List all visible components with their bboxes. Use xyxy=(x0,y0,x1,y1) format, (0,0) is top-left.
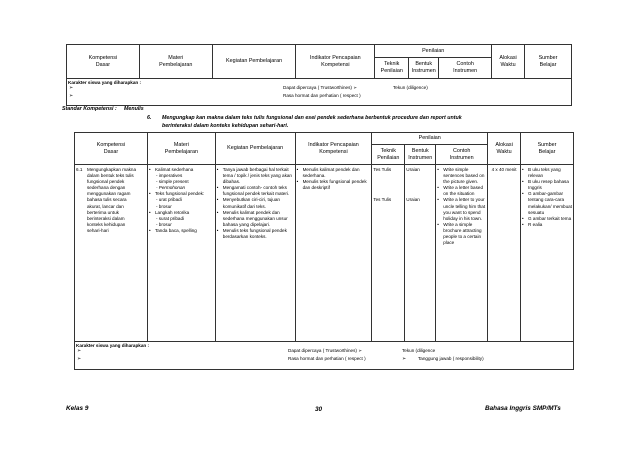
list-item: • B uku resep bahasa Inggris xyxy=(522,179,572,191)
header-alokasi: Alokasi Waktu xyxy=(488,133,521,165)
list-item: • Write a simple brochure attracting people to a certain place xyxy=(437,222,486,246)
header-kompetensi: Kompetensi Dasar xyxy=(75,133,148,165)
materi-cell xyxy=(147,165,215,342)
kd-number: 6.1 xyxy=(76,167,83,172)
page-number: 30 xyxy=(315,406,323,413)
header-teknik: Teknik Penilaian xyxy=(372,145,405,165)
header-penilaian: Penilaian xyxy=(375,45,492,58)
header-contoh: Contoh Instrumen xyxy=(439,58,492,79)
list-item: • G ambar-gambar tentang cara-cara melakukan/ membuat sesuatu xyxy=(522,191,572,215)
karakter-row xyxy=(75,342,574,370)
list-item: • Write a letter to your uncle telling him that you want to spend holiday in his town. xyxy=(437,197,486,221)
sumber-cell xyxy=(521,165,574,342)
footer-left: Kelas 9 xyxy=(66,405,89,412)
karakter-item: Dapat dipercaya ( Trustworthines) ➢ xyxy=(283,85,358,90)
list-item: • Teks fungsional pendek: xyxy=(149,191,214,197)
list-item: - simple present xyxy=(155,179,189,185)
teknik-value: Tes Tulis xyxy=(373,167,392,172)
alokasi-value: 4 x 40 menit xyxy=(491,167,517,172)
kd-text: Mengungkapkan makna dalam bentuk teks tulis fungsional pendek sederhana dengan menggunakan ragam bahasa tulis secara akurat, lancar dan berterima untuk berinteraksi dalam konteks kehidupan sehari-hari xyxy=(87,167,137,233)
karakter-label: Karakter siswa yang diharapkan : xyxy=(76,343,150,348)
header-alokasi: Alokasi Waktu xyxy=(492,45,525,79)
header-bentuk: Bentuk Instrumen xyxy=(405,145,436,165)
teknik-value: Tes Tulis xyxy=(373,197,392,203)
header-bentuk: Bentuk Instrumen xyxy=(409,58,439,79)
list-item: • Write simple sentences based on the picture given. xyxy=(437,167,486,185)
kegiatan-cell xyxy=(215,165,295,342)
karakter-item: Dapat dipercaya ( Trustworthines) ➢ xyxy=(288,348,363,353)
list-item: • Kalimat sederhana xyxy=(149,167,214,173)
standar-label: Standar Kompetensi : xyxy=(62,106,117,112)
contoh-cell xyxy=(436,165,488,342)
list-item: - Permohonan xyxy=(155,185,186,191)
list-item: • Tanya jawab berbagai hal terkait tema / topik / jenis teks yang akan dibahas. xyxy=(217,167,294,185)
arrow-icon: ➢ xyxy=(77,348,82,354)
bentuk-cell xyxy=(405,165,436,342)
alokasi-cell xyxy=(488,165,521,342)
list-item: - brosur xyxy=(155,221,172,227)
header-kompetensi: Kompetensi Dasar xyxy=(67,45,140,79)
footer-right: Bahasa Inggris SMP/MTs xyxy=(485,405,561,412)
list-item: - imperatives xyxy=(155,173,183,179)
standar-heading: Menulis xyxy=(124,106,144,112)
list-item: • Menulis teks fungsional pendek dan deskriptif xyxy=(297,179,371,191)
arrow-icon: ➢ xyxy=(77,356,82,362)
header-teknik: Teknik Penilaian xyxy=(375,58,409,79)
karakter-row xyxy=(67,79,572,106)
list-item: • Mengamati contoh- contoh teks fungsional pendek terkait materi. xyxy=(217,185,294,197)
header-materi: Materi Pembelajaran xyxy=(147,133,215,165)
list-item: • Menulis kalimat pendek dan sederhana menggunakan unsur bahasa yang dipelajari. xyxy=(217,210,294,228)
header-indikator: Indikator Pencapaian Kompetensi xyxy=(296,45,375,79)
arrow-icon: ➢ xyxy=(402,356,407,362)
karakter-label: Karakter siswa yang diharapkan : xyxy=(68,80,142,85)
standar-text-2: berinteraksi dalam konteks kehidupan sehari-hari. xyxy=(162,123,289,129)
header-contoh: Contoh Instrumen xyxy=(436,145,488,165)
list-item: • R ealia xyxy=(522,222,572,228)
header-indikator: Indikator Pencapaian Kompetensi xyxy=(295,133,372,165)
list-item: • Menyebutkan ciri-ciri, tujuan komunikatif dari teks. xyxy=(217,197,294,209)
list-item: - brosur xyxy=(155,203,172,209)
header-sumber: Sumber Belajar xyxy=(521,133,574,165)
karakter-item: Rasa hormat dan perhatian ( respect ) xyxy=(283,93,361,98)
karakter-item: Tekun (diligence xyxy=(402,348,436,353)
teknik-cell xyxy=(372,165,405,342)
bentuk-value: Uraian xyxy=(406,197,420,203)
header-sumber: Sumber Belajar xyxy=(525,45,572,79)
list-item: • Write a letter based on the situation xyxy=(437,185,486,197)
arrow-icon: ➢ xyxy=(69,85,74,91)
header-kegiatan: Kegiatan Pembelajaran xyxy=(215,133,295,165)
list-item: • Menulis teks fungsional pendek berdasarkan konteks. xyxy=(217,228,294,240)
header-penilaian: Penilaian xyxy=(372,133,488,145)
indikator-cell xyxy=(295,165,372,342)
list-item: - urat pribadi xyxy=(155,197,182,203)
karakter-item: Rasa hormat dan perhatian ( respect ) xyxy=(288,356,366,361)
list-item: • Tanda baca, spelling xyxy=(149,228,214,234)
list-item: • Langkah retorika xyxy=(149,210,214,216)
standar-number: 6. xyxy=(147,115,152,121)
header-kegiatan: Kegiatan Pembelajaran xyxy=(212,45,296,79)
standar-text-1: Mengungkap kan makna dalam teks tulis fungsional dan esei pendek sederhana berbentuk procedure dan report untuk xyxy=(162,115,462,121)
list-item: • G ambar terkait tema xyxy=(522,216,572,222)
karakter-item: Tekun (diligence) xyxy=(393,85,428,90)
arrow-icon: ➢ xyxy=(69,93,74,99)
header-materi: Materi Pembelajaran xyxy=(139,45,212,79)
table-top xyxy=(66,44,572,106)
kompetensi-dasar-cell xyxy=(75,165,148,342)
bentuk-value: Uraian xyxy=(406,167,420,172)
list-item: • B uku teks yang relevan xyxy=(522,167,572,179)
table-main xyxy=(74,132,574,370)
karakter-item: Tanggung jawab ( responsibility) xyxy=(418,356,484,361)
list-item: • Menulis kalimat pendek dan sederhana. xyxy=(297,167,371,179)
list-item: - surat pribadi xyxy=(155,215,185,221)
